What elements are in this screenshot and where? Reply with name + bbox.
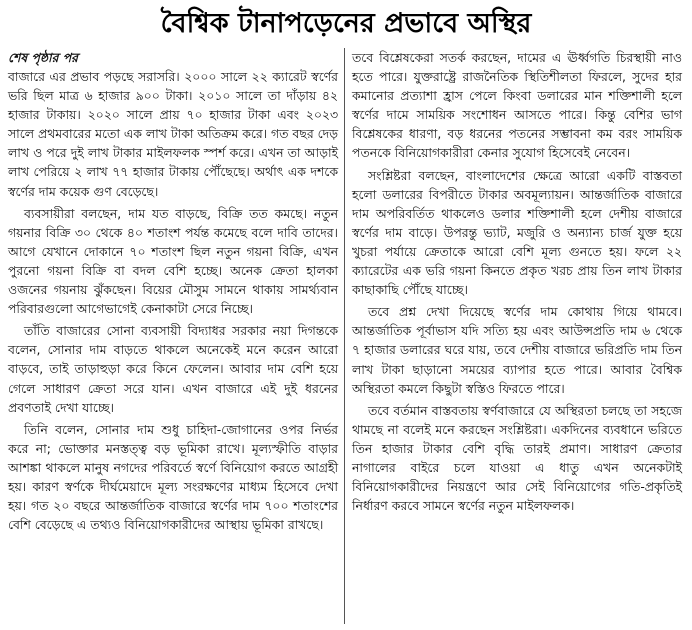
paragraph: তাঁতি বাজারের সোনা ব্যবসায়ী বিদ্যাধর সরকার নয়া দিগন্তকে বলেন, সোনার দাম বাড়তে থাকলে অনেকেই মনে করেন আরো বাড়বে, তাই তাড়াহুড়া করে কিনে ফেলেন। আবার দাম বেশি হয়ে গেলে সাধারণ ক্রেতা সরে যান। এখন বাজারে এই দুই ধরনের প্রবণতাই দেখা যাচ্ছে। bbox=[8, 323, 338, 415]
left-column bbox=[8, 48, 338, 537]
paragraph: তবে প্রশ্ন দেখা দিয়েছে স্বর্ণের দাম কোথায় গিয়ে থামবে। আন্তর্জাতিক পূর্বাভাস যদি সত্যি হয় এবং আউন্সপ্রতি দাম ৬ থেকে ৭ হাজার ডলারের ঘরে যায়, তবে দেশীয় বাজারে ভরিপ্রতি দাম তিন লাখ টাকা ছাড়ানো সময়ের ব্যাপার হতে পারে। আবার বৈশ্বিক অস্থিরতা কমলে কিছুটা স্বস্তিও ফিরতে পারে। bbox=[352, 304, 682, 396]
paragraph: বাজারে এর প্রভাব পড়ছে সরাসরি। ২০০০ সালে ২২ ক্যারেট স্বর্ণের ভরি ছিল মাত্র ৬ হাজার ৯০০ টাকা। ২০১০ সালে তা দাঁড়ায় ৪২ হাজার টাকায়। ২০২০ সালে প্রায় ৭০ হাজার টাকা এবং ২০২৩ সালে প্রথমবারের মতো এক লাখ টাকা অতিক্রম করে। গত বছর দেড় লাখ ও পরে দুই লাখ টাকার মাইলফলক স্পর্শ করে। এখন তা আড়াই লাখ পেরিয়ে ২ লাখ ৭৭ হাজার টাকায় পৌঁছেছে। অর্থাৎ এক দশকে স্বর্ণের দাম কয়েক গুণ বেড়েছে। bbox=[8, 69, 338, 199]
paragraph: তিনি বলেন, সোনার দাম শুধু চাহিদা-জোগানের ওপর নির্ভর করে না; ভোক্তার মনস্তত্ত্ব বড় ভূমিকা রাখে। মূল্যস্ফীতি বাড়ার আশঙ্কা থাকলে মানুষ নগদের পরিবর্তে স্বর্ণে বিনিয়োগ করতে আগ্রহী হয়। কারণ স্বর্ণকে দীর্ঘমেয়াদে মূল্য সংরক্ষণের মাধ্যম হিসেবে দেখা হয়। গত ২০ বছরে আন্তর্জাতিক বাজারে স্বর্ণের দাম ৭০০ শতাংশের বেশি বেড়েছে এ তথ্যও বিনিয়োগকারীদের আস্থায় ভূমিকা রাখছে। bbox=[8, 421, 338, 533]
paragraph: তবে বর্তমান বাস্তবতায় স্বর্ণবাজারে যে অস্থিরতা চলছে তা সহজে থামছে না বলেই মনে করছেন সংশ্লিষ্টরা। একদিনের ব্যবধানে ভরিতে তিন হাজার টাকার বেশি বৃদ্ধি তারই প্রমাণ। সাধারণ ক্রেতার নাগালের বাইরে চলে যাওয়া এ ধাতু এখন অনেকটাই বিনিয়োগকারীদের নিয়ন্ত্রণে আর সেই বিনিয়োগের গতি-প্রকৃতিই নির্ধারণ করবে সামনে স্বর্ণের নতুন মাইলফলক। bbox=[352, 402, 682, 514]
paragraph: তবে বিশ্লেষকেরা সতর্ক করছেন, দামের এ ঊর্ধ্বগতি চিরস্থায়ী নাও হতে পারে। যুক্তরাষ্ট্রে রাজনৈতিক স্থিতিশীলতা ফিরলে, সুদের হার কমানোর প্রত্যাশা হ্রাস পেলে কিংবা ডলারের মান শক্তিশালী হলে স্বর্ণের দামে সাময়িক সংশোধন আসতে পারে। কিন্তু বেশির ভাগ বিশ্লেষকের ধারণা, বড় ধরনের পতনের সম্ভাবনা কম বরং সাময়িক পতনকে বিনিয়োগকারীরা কেনার সুযোগ হিসেবেই নেবেন। bbox=[352, 50, 682, 161]
paragraph: সংশ্লিষ্টরা বলছেন, বাংলাদেশের ক্ষেত্রে আরো একটি বাস্তবতা হলো ডলারের বিপরীতে টাকার অবমূল্যায়ন। আন্তর্জাতিক বাজারে দাম অপরিবর্তিত থাকলেও ডলার শক্তিশালী হলে দেশীয় বাজারে স্বর্ণের দাম বাড়ে। উপরন্তু ভ্যাট, মজুরি ও অন্যান্য চার্জ যুক্ত হয়ে খুচরা পর্যায়ে ক্রেতাকে আরো বেশি মূল্য গুনতে হয়। ফলে ২২ ক্যারেটের এক ভরি গয়না কিনতে প্রকৃত খরচ প্রায় তিন লাখ টাকার কাছাকাছি পৌঁছে যাচ্ছে। bbox=[352, 167, 682, 298]
paragraph: ব্যবসায়ীরা বলছেন, দাম যত বাড়ছে, বিক্রি তত কমছে। নতুন গয়নার বিক্রি ৩০ থেকে ৪০ শতাংশ পর্যন্ত কমেছে বলে দাবি তাদের। আগে যেখানে দোকানে ৭০ শতাংশ ছিল নতুন গয়না বিক্রি, এখন পুরনো গয়না বিক্রি বা বদল বেশি হচ্ছে। অনেক ক্রেতা হালকা ওজনের গয়নায় ঝুঁকছেন। বিয়ের মৌসুম সামনে থাকায় সামর্থ্যবান পরিবারগুলো আগেভাগেই কেনাকাটা সেরে নিচ্ছে। bbox=[8, 205, 338, 317]
right-column bbox=[352, 48, 682, 518]
article-headline: বৈশ্বিক টানাপড়েনের প্রভাবে অস্থির bbox=[160, 8, 532, 39]
continuation-label: শেষ পৃষ্ঠার পর bbox=[8, 50, 78, 65]
column-divider bbox=[344, 48, 345, 624]
